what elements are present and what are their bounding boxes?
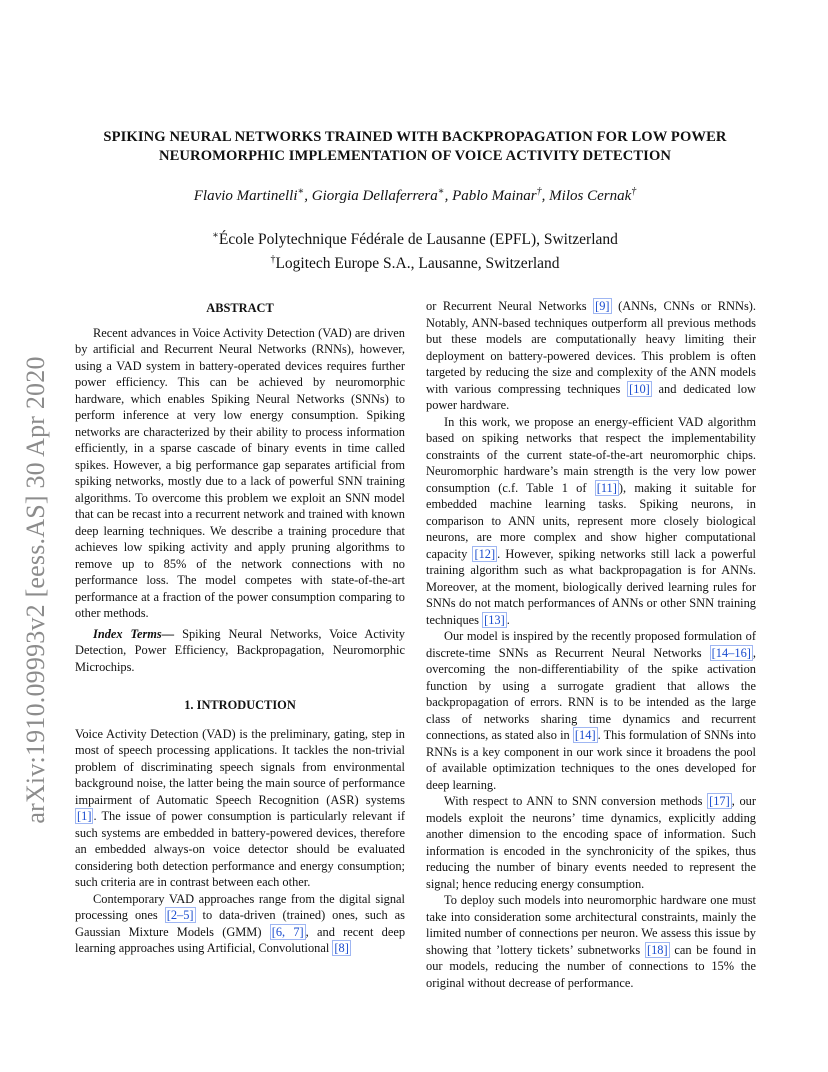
intro-paragraph-3 <box>426 414 756 629</box>
author-mark: † <box>536 186 542 197</box>
text-run: Voice Activity Detection (VAD) is the preliminary, gating, step in most of speech processing applications. It tackles the non-trivial problem of discriminating speech signals from environmental background noise, the latter being the main source of performance impairment of Automatic Speech Recognition (ASR) systems <box>75 726 405 807</box>
intro-paragraph-1 <box>75 726 405 891</box>
citation-link[interactable]: [2–5] <box>166 908 194 922</box>
citation-link[interactable]: [18] <box>646 942 668 957</box>
author-list: Flavio Martinelli∗, Giorgia Dellaferrera∗, Pablo Mainar†, Milos Cernak† <box>193 186 637 204</box>
citation-link[interactable]: [1] <box>77 809 92 823</box>
citation-link[interactable]: [17] <box>709 794 730 808</box>
text-run: ), making it suitable for embedded machine learning tasks. Spiking neurons, in comparison to ANN units, represent more closely biological neurons, are more complex and show higher computational capacity <box>426 480 756 561</box>
text-run: , and recent deep learning approaches using Artificial, Convolutional <box>75 924 406 955</box>
text-run: To deploy such models into neuromorphic hardware one must take into consideration some architectural constraints, mainly the limited number of connections per neuron. We assess this issue by showing that ’lottery tickets’ subnetworks <box>426 893 756 957</box>
affiliation-text: Logitech Europe S.A., Lausanne, Switzerland <box>275 255 560 273</box>
citation-link[interactable]: [8] <box>334 941 349 955</box>
citation-link[interactable]: [6, 7] <box>271 924 304 939</box>
text-run: can be found in our models, reducing the number of connections to 15% the original without decrease of performance. <box>426 942 757 990</box>
intro-paragraph-2 <box>75 891 405 957</box>
index-terms-label: Index Terms— <box>93 626 175 641</box>
citation-link[interactable]: [13] <box>484 612 505 627</box>
index-terms <box>75 626 405 676</box>
author-mark: ∗ <box>437 186 445 197</box>
affiliation-line <box>60 226 770 250</box>
intro-paragraph-4 <box>426 628 756 793</box>
text-run: , overcoming the non-differentiability of the spike activation function by using a surrogate gradient that allows the backpropagation of errors. RNN is to be intended as the large class of networks sharing time dynamics and recurrent connections, as stated also in <box>426 645 756 742</box>
title-line-2: NEUROMORPHIC IMPLEMENTATION OF VOICE ACTIVITY DETECTION <box>158 148 672 164</box>
text-run: . This formulation of SNNs into RNNs is a key component in our work since it broadens the pool of available optimization techniques to the ones developed for deep learning. <box>426 728 756 792</box>
citation-link[interactable]: [14–16] <box>711 645 751 660</box>
citation-link[interactable]: [10] <box>629 381 650 396</box>
text-run: . The issue of power consumption is particularly relevant if such systems are embedded in battery-powered devices, therefore an embedded always-on voice detector should be evaluated considering both detection performance and energy consumption; such criteria are in contrast between each other. <box>75 809 405 889</box>
index-terms-text: Spiking Neural Networks, Voice Activity Detection, Power Efficiency, Backpropagation, Neuromorphic Microchips. <box>75 626 405 674</box>
intro-paragraph-6 <box>426 892 756 991</box>
author-name: Pablo Mainar <box>452 188 537 204</box>
text-run: . <box>506 612 510 627</box>
text-run: or Recurrent Neural Networks <box>426 299 594 313</box>
abstract-text: Recent advances in Voice Activity Detection (VAD) are driven by artificial and Recurrent Neural Networks (RNNs), however, using a VAD system in battery-operated devices requires further power efficiency. This can be achieved by neuromorphic hardware, which enables Spiking Neural Networks (SNNs) to perform inference at very low energy consumption. Spiking networks are characterized by their ability to process information efficiently, in a sparse cascade of binary events in time called spikes. However, a big performance gap separates artificial from spiking networks, mostly due to a lack of powerful SNN training algorithms. To overcome this problem we exploit an SNN model that can be recast into a recurrent network and trained with known deep learning techniques. We describe a training procedure that achieves low spiking activity and apply pruning algorithms to remove up to 85% of the network connections with no performance loss. The model competes with state-of-the-art performance at a fraction of the power consumption comparing to other methods. <box>75 325 405 620</box>
text-run: Contemporary VAD approaches range from the digital signal processing ones <box>75 891 405 922</box>
author-mark: ∗ <box>297 186 305 197</box>
author-name: Giorgia Dellaferrera <box>311 188 438 204</box>
affiliation-line <box>60 250 770 274</box>
text-run: to data-driven (trained) ones, such as Gaussian Mixture Models (GMM) <box>75 908 406 939</box>
citation-link[interactable]: [14] <box>574 728 596 742</box>
text-run: . However, spiking networks still lack a powerful training algorithm such as what backpropagation is for ANNs. Moreover, at the moment, biologically derived learning rules for SNNs do not match performances of ANNs or other SNN training techniques <box>426 546 757 627</box>
intro-paragraph-2-continued <box>426 298 756 414</box>
citation-link[interactable]: [11] <box>596 480 617 495</box>
paper-title <box>60 128 770 166</box>
title-line-1: SPIKING NEURAL NETWORKS TRAINED WITH BACKPROPAGATION FOR LOW POWER <box>103 129 727 145</box>
text-run: Our model is inspired by the recently proposed formulation of discrete-time SNNs as Recurrent Neural Networks <box>426 629 756 660</box>
intro-paragraph-5 <box>426 793 756 892</box>
text-run: (ANNs, CNNs or RNNs). Notably, ANN-based techniques outperform all previous methods but these models are computationally heavy limiting their deployment on battery-powered devices. This problem is often targeted by reducing the size and complexity of the ANN models with various compressing techniques <box>426 299 757 396</box>
affiliation-mark: † <box>270 254 276 266</box>
affiliation-mark: ∗ <box>212 230 219 241</box>
author-name: Flavio Martinelli <box>193 188 298 204</box>
citation-link[interactable]: [12] <box>474 546 496 561</box>
text-run: With respect to ANN to SNN conversion methods <box>444 794 708 808</box>
text-run: , our models exploit the neurons’ time dynamics, explicitly adding another dimension to the encoding space of information. Such information is encoded in the synchronicity of the spikes, thus reducing the number of binary events needed to represent the signal; hence reducing energy consumption. <box>426 794 756 891</box>
citation-link[interactable]: [9] <box>595 299 610 313</box>
affiliations <box>60 226 770 274</box>
author-mark: † <box>631 186 637 197</box>
left-column <box>75 298 405 957</box>
text-run: and dedicated low power hardware. <box>426 381 756 412</box>
text-run: In this work, we propose an energy-efficient VAD algorithm based on spiking networks that respect the implementability constraints of the current state-of-the-art neuromorphic chips. Neuromorphic hardware’s main strength is the very low power consumption (c.f. Table 1 of <box>426 414 756 495</box>
arxiv-identifier: arXiv:1910.09993v2 [eess.AS] 30 Apr 2020 <box>21 356 50 824</box>
author-name: Milos Cernak <box>549 188 632 204</box>
intro-heading: 1. INTRODUCTION <box>184 698 296 712</box>
right-column <box>426 298 756 991</box>
abstract-heading: ABSTRACT <box>206 301 274 315</box>
affiliation-text: École Polytechnique Fédérale de Lausanne (EPFL), Switzerland <box>218 231 618 249</box>
